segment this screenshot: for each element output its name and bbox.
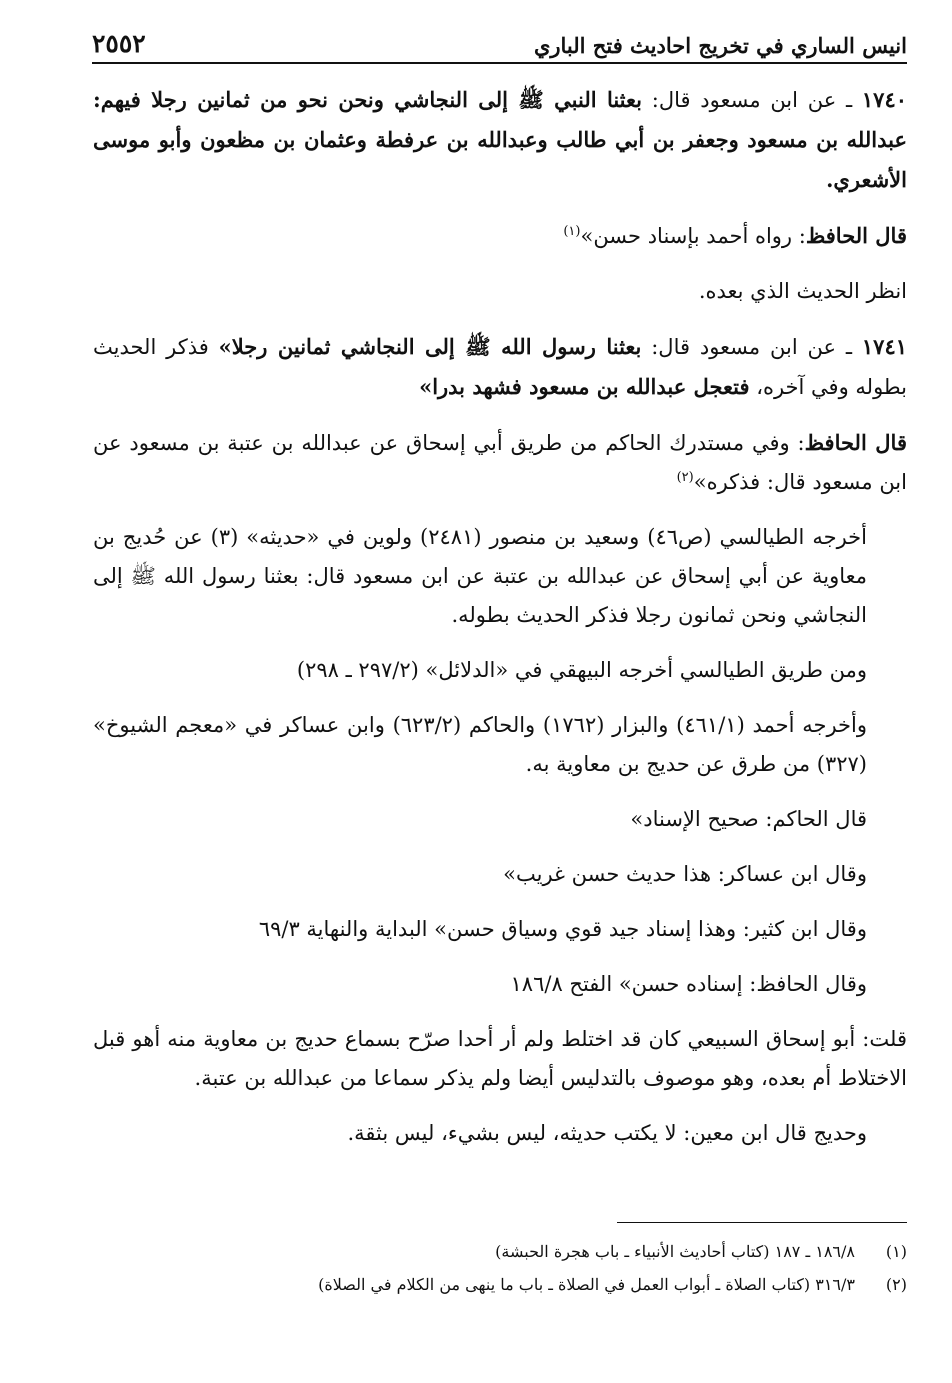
hadith-1741 [93, 327, 907, 407]
takhrij-paragraph: وقال الحافظ: إسناده حسن» الفتح ١٨٦/٨ [510, 972, 867, 996]
footnote-number: (١) [885, 1242, 907, 1261]
see-note: انظر الحديث الذي بعده. [698, 279, 907, 303]
author-remark: قلت: أبو إسحاق السبيعي كان قد اختلط ولم أر أحدا صرّح بسماع حديج بن معاوية منه أهو قبل الاختلاط أم بعده، وهو موصوف بالتدليس أيضا ولم يذكر سماعا من عبدالله بن عتبة. [93, 1027, 907, 1090]
hadith-text-bold-2: فتعجل عبدالله بن مسعود فشهد بدرا» [419, 374, 750, 399]
hafiz-label: قال الحافظ [805, 223, 907, 248]
hadith-lead: ـ عن ابن مسعود قال: [641, 335, 862, 359]
takhrij-paragraph: وأخرجه أحمد (٤٦١/١) والبزار (١٧٦٢) والحاكم (٦٢٣/٢) وابن عساكر في «معجم الشيوخ» (٣٢٧) من طرق عن حديج بن معاوية به. [93, 713, 867, 776]
page-number: ٢٥٥٢ [92, 29, 146, 58]
takhrij-paragraph: وحديج قال ابن معين: لا يكتب حديثه، ليس بشيء، ليس بثقة. [347, 1121, 867, 1145]
hafiz-text: : وفي مستدرك الحاكم من طريق أبي إسحاق عن عبدالله بن عتبة بن مسعود عن ابن مسعود قال: فذكره» [93, 431, 907, 494]
footnote-text: ٣١٦/٣ (كتاب الصلاة ـ أبواب العمل في الصلاة ـ باب ما ينهى من الكلام في الصلاة) [318, 1275, 855, 1294]
footnote-number: (٢) [885, 1275, 907, 1294]
hadith-number: ١٧٤١ [861, 334, 908, 359]
footnotes [93, 1235, 907, 1301]
page-body [93, 80, 907, 1169]
footnote-ref-2: (٢) [676, 470, 694, 485]
hadith-text-bold-1: بعثنا رسول الله ﷺ إلى النجاشي ثمانين رجلا» [218, 334, 642, 359]
hafiz-comment-1740 [93, 216, 907, 256]
hadith-1740 [93, 80, 907, 200]
hadith-number: ١٧٤٠ [861, 87, 908, 112]
footnote [93, 1235, 907, 1268]
takhrij-paragraph: أخرجه الطيالسي (ص٤٦) وسعيد بن منصور (٢٤٨١) ولوين في «حديثه» (٣) عن حُديج بن معاوية عن أبي إسحاق عن عبدالله بن عتبة عن ابن مسعود قال: بعثنا رسول الله ﷺ إلى النجاشي ونحن ثمانون رجلا فذكر الحديث بطوله. [93, 525, 867, 627]
hafiz-text: : رواه أحمد بإسناد حسن» [580, 224, 806, 248]
takhrij-paragraph: وقال ابن عساكر: هذا حديث حسن غريب» [503, 862, 867, 886]
hadith-lead: ـ عن ابن مسعود قال: [642, 88, 862, 112]
hafiz-comment-1741 [93, 423, 907, 502]
takhrij-paragraph: ومن طريق الطيالسي أخرجه البيهقي في «الدلائل» (٢٩٧/٢ ـ ٢٩٨) [296, 658, 867, 682]
footnote-ref-1: (١) [563, 224, 581, 239]
running-title: انيس الساري في تخريج احاديث فتح الباري [533, 33, 907, 58]
hafiz-label: قال الحافظ [804, 430, 907, 455]
footnote-divider [617, 1222, 907, 1223]
takhrij-paragraph: قال الحاكم: صحيح الإسناد» [630, 807, 867, 831]
page-header [92, 22, 907, 64]
footnote [93, 1268, 907, 1301]
hadith-text-mid: فذكر الحديث بطوله وفي آخره، [93, 335, 907, 399]
hadith-text: بعثنا النبي ﷺ إلى النجاشي ونحن نحو من ثمانين رجلا فيهم: عبدالله بن مسعود وجعفر بن أبي طالب وعبدالله بن عرفطة وعثمان بن مظعون وأبو موسى الأشعري. [93, 87, 907, 192]
footnote-text: ١٨٦/٨ ـ ١٨٧ (كتاب أحاديث الأنبياء ـ باب هجرة الحبشة) [495, 1242, 855, 1261]
takhrij-paragraph: وقال ابن كثير: وهذا إسناد جيد قوي وسياق حسن» البداية والنهاية ٦٩/٣ [258, 917, 867, 941]
